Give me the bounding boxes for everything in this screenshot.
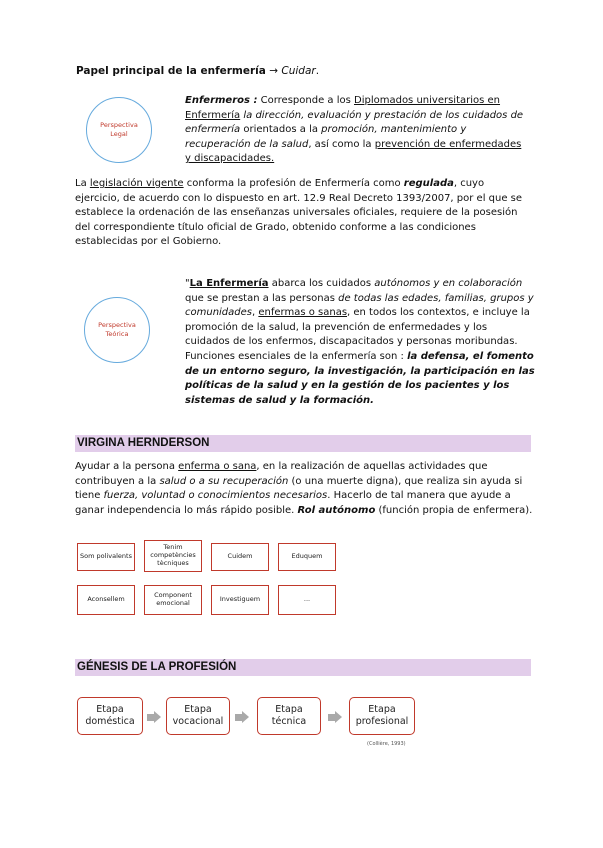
legal-underline-2: prevención de enfermedades y discapacidades. [185,138,522,165]
rol-autonomo: Rol autónomo [297,504,376,516]
title-end: . [315,65,320,77]
citation: (Collière, 1993) [367,741,406,747]
circle-label-line1: Perspectiva [98,321,136,330]
function-box: Cuidem [211,543,269,571]
circle-label-line1: Perspectiva [100,121,138,130]
stage-box: Etapa doméstica [77,697,143,735]
stage-box: Etapa técnica [257,697,321,735]
legal-definition: Enfermeros : Corresponde a los Diplomados universitarios en Enfermería la dirección, evaluación y prestación de los cuidados de enfermería orientados a la promoción, mantenimiento y recuperación de la salud, así como la prevención de enfermedades y discapacidades. [185,95,524,165]
legislation-underline: legislación vigente [89,178,184,189]
theoretical-term: La Enfermería [189,278,269,289]
theoretical-definition: "La Enfermería abarca los cuidados autónomos y en colaboración que se prestan a las personas de todas las edades, familias, grupos y comunidades, enfermas o sanas, en todos los contextos, e incluye la promoción de la salud, la prevención de enfermedades y los cuidados de los enfermos, discapacitados y personas moribundas. Funciones esenciales de la enfermería son : la defensa, el fomento de un entorno seguro, la investigación, la participación en las políticas de la salud y en la gestión de los pacientes y los sistemas de salud y la formación. [185,278,535,406]
function-box: ... [278,585,336,615]
stage-box: Etapa vocacional [166,697,230,735]
circle-label-line2: Teórica [105,330,129,338]
legal-term: Enfermeros : [185,95,258,106]
function-box: Som polivalents [77,543,135,571]
function-box: Aconsellem [77,585,135,615]
function-box: Component emocional [144,585,202,615]
function-box: Investiguem [211,585,269,615]
legal-underline-1: Diplomados universitarios en Enfermería [185,95,501,121]
henderson-underline: enferma o sana [178,461,257,472]
circle-label-line2: Legal [110,130,128,138]
function-box: Tenim competències tècniques [144,540,202,572]
legislation-bold: regulada [403,178,454,189]
henderson-paragraph: Ayudar a la persona enferma o sana, en la realización de aquellas actividades que contribuyen a la salud o a su recuperación (o una muerte digna), que realiza sin ayuda si tiene fuerza, voluntad o conocimientos necesarios. Hacerlo de tal manera que ayude a ganar independencia lo más rápido posible. Rol autónomo (función propia de enfermera). [75,461,533,516]
essential-functions: la defensa, el fomento de un entorno seguro, la investigación, la participación en las políticas de la salud y en la gestión de los pacientes y los sistemas de salud y la formación. [185,350,535,406]
section-heading-genesis: GÉNESIS DE LA PROFESIÓN [75,659,531,676]
arrow-icon: → [269,65,279,77]
section-heading-henderson: VIRGINA HERNDERSON [75,435,531,452]
title-bold: Papel principal de la enfermería [76,65,266,77]
title-italic: Cuidar [281,65,316,77]
perspectiva-teorica-circle [84,297,150,363]
legislation-paragraph: La legislación vigente conforma la profesión de Enfermería como regulada, cuyo ejercicio, de acuerdo con lo dispuesto en art. 12.9 Real Decreto 1393/2007, por el que se establece la ordenación de las enseñanzas universales oficiales, requiere de la posesión del correspondiente título oficial de Grado, obtenido conforme a las condiciones establecidas por el Gobierno. [75,178,523,248]
perspectiva-legal-circle [86,97,152,163]
theoretical-underline: enfermas o sanas [258,307,348,319]
stage-box: Etapa profesional [349,697,415,735]
page-title [76,65,319,77]
function-box: Eduquem [278,543,336,571]
